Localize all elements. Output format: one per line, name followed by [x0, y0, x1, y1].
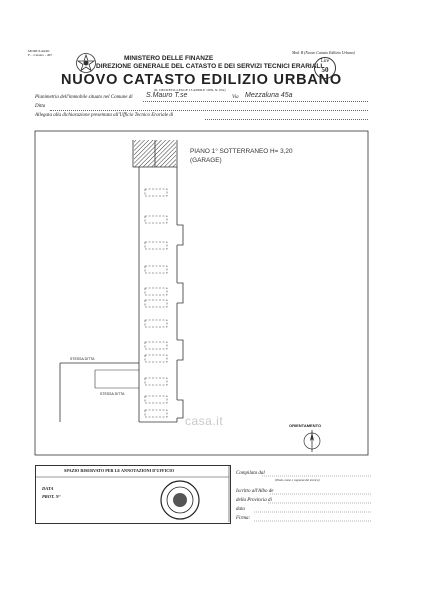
direction-heading: DIREZIONE GENERALE DEL CATASTO E DEI SERVIZI TECNICI ERARIALI [96, 63, 323, 70]
prot-label: PROT. N° [42, 494, 61, 499]
plan-frame [35, 131, 368, 455]
document-title: NUOVO CATASTO EDILIZIO URBANO [61, 72, 342, 88]
parking-stall [145, 266, 167, 273]
data2-label: data [236, 507, 245, 512]
parking-stall [145, 288, 167, 295]
watermark: casa.it [185, 414, 224, 428]
model-reference: Mod. B (Nuovo Catasto Edilizio Urbano) [292, 51, 355, 55]
office-annotations-box [35, 465, 231, 524]
comune-value: S.Mauro T.se [146, 92, 188, 99]
floor-title: PIANO 1° SOTTERRANEO H= 3,20 [190, 148, 293, 155]
ditta-label: Ditta [35, 104, 46, 109]
via-value: Mezzaluna 45a [245, 92, 293, 99]
parking-stall [145, 378, 167, 385]
parking-stall [145, 216, 167, 223]
adjacent-owner-label-1: STESSA DITTA [70, 357, 95, 361]
compilata-hint: (Titolo, nome e cognome del tecnico) [275, 478, 320, 482]
ministry-heading: MINISTERO DELLE FINANZE [124, 55, 214, 62]
compilata-label: Compilata dal [236, 471, 265, 476]
floor-subtitle: (GARAGE) [190, 156, 222, 164]
floor-label [190, 148, 293, 165]
iscritto-label: Iscritto all'Albo de [236, 489, 274, 494]
parking-stall [145, 320, 167, 327]
office-title: SPAZIO RISERVATO PER LE ANNOTAZIONI D'UFFICIO [64, 468, 175, 473]
via-label: Via [232, 95, 239, 100]
adjacent-owner-label-2: STESSA DITTA [100, 392, 125, 396]
comune-label: Planimetria dell'immobile situato nel Comune di [35, 95, 133, 100]
form-code-line-1: MODULARIO [28, 49, 50, 53]
form-code-line-2: F. - Catasto - 497 [28, 52, 53, 57]
compass-icon [304, 430, 320, 452]
parking-stall [145, 396, 167, 403]
parking-stall [145, 189, 167, 196]
parking-stall [145, 342, 167, 349]
parking-stall [145, 410, 167, 417]
price-value: 50 [321, 66, 329, 74]
firma-label: Firma: [236, 516, 251, 521]
allegata-label: Allegata alla dichiarazione presentata all'Ufficio Tecnico Erariale di [35, 113, 174, 118]
parking-stall [145, 355, 167, 362]
data-label: DATA [42, 486, 54, 491]
orientation-label: ORIENTAMENTO [289, 423, 322, 428]
parking-stall [145, 300, 167, 307]
decree-reference: (R. DECRETO-LEGGE 13 APRILE 1939, N. 652) [154, 88, 226, 92]
price-label: Lire [320, 59, 330, 64]
parking-stall [145, 242, 167, 249]
provincia-label: della Provincia di [236, 498, 272, 503]
